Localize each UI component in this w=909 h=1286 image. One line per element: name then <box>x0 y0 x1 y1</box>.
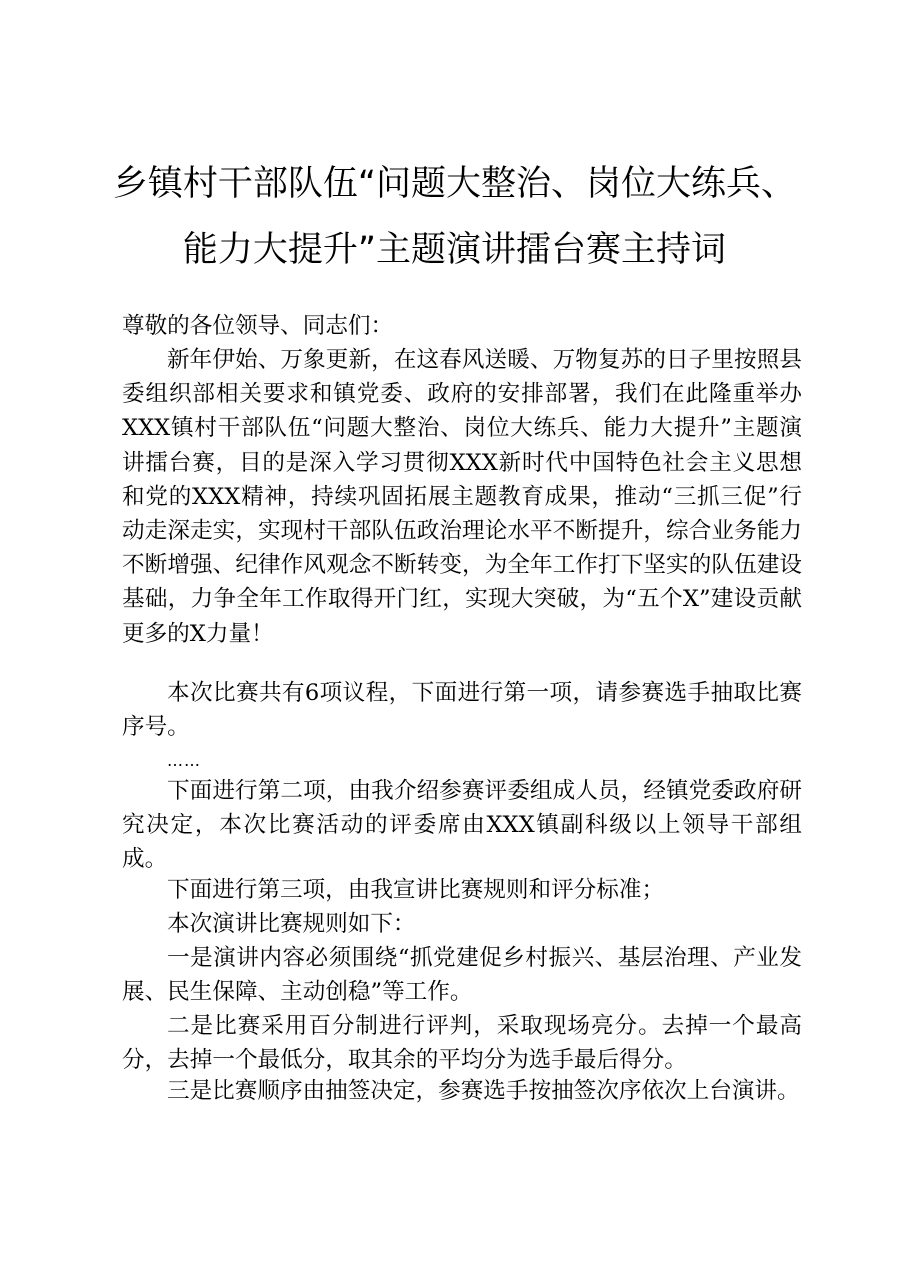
paragraph-rule-1 <box>122 941 802 1009</box>
paragraph-agenda-text: 本次比赛共有6项议程，下面进行第一项，请参赛选手抽取比赛序号。 <box>122 680 802 741</box>
paragraph-agenda <box>122 676 802 744</box>
paragraph-item-3-text: 下面进行第三项，由我宣讲比赛规则和评分标准； <box>167 877 665 903</box>
paragraph-rule-2 <box>122 1009 802 1077</box>
paragraph-rules-intro <box>122 907 802 941</box>
document-title-line-1: 乡镇村干部队伍“问题大整治、岗位大练兵、 <box>112 164 797 204</box>
paragraph-opening <box>122 343 802 651</box>
paragraph-rule-1-text: 一是演讲内容必须围绕“抓党建促乡村振兴、基层治理、产业发展、民生保障、主动创稳”等工作。 <box>122 945 802 1006</box>
paragraph-item-3 <box>122 873 802 907</box>
paragraph-item-2-text: 下面进行第二项，由我介绍参赛评委组成人员，经镇党委政府研究决定，本次比赛活动的评委席由XXX镇副科级以上领导干部组成。 <box>122 778 802 873</box>
paragraph-item-2 <box>122 774 802 877</box>
paragraph-opening-text: 新年伊始、万象更新，在这春风送暖、万物复苏的日子里按照县委组织部相关要求和镇党委、政府的安排部署，我们在此隆重举办XXX镇村干部队伍“问题大整治、岗位大练兵、能力大提升”主题演讲擂台赛，目的是深入学习贯彻XXX新时代中国特色社会主义思想和党的XXX精神，持续巩固拓展主题教育成果，推动“三抓三促”行动走深走实，实现村干部队伍政治理论水平不断提升，综合业务能力不断增强、纪律作风观念不断转变，为全年工作打下坚实的队伍建设基础，力争全年工作取得开门红，实现大突破，为“五个X”建设贡献更多的X力量！ <box>122 347 802 647</box>
paragraph-rules-intro-text: 本次演讲比赛规则如下： <box>167 911 416 937</box>
document-title-line-2: 能力大提升”主题演讲擂台赛主持词 <box>182 230 727 270</box>
paragraph-rule-3 <box>122 1074 802 1108</box>
paragraph-rule-2-text: 二是比赛采用百分制进行评判，采取现场亮分。去掉一个最高分，去掉一个最低分，取其余的平均分为选手最后得分。 <box>122 1013 802 1074</box>
paragraph-rule-3-text: 三是比赛顺序由抽签决定，参赛选手按抽签次序依次上台演讲。 <box>167 1078 800 1104</box>
ellipsis-text: …… <box>167 751 201 770</box>
salutation-text: 尊敬的各位领导、同志们： <box>122 313 394 339</box>
salutation <box>122 309 802 343</box>
